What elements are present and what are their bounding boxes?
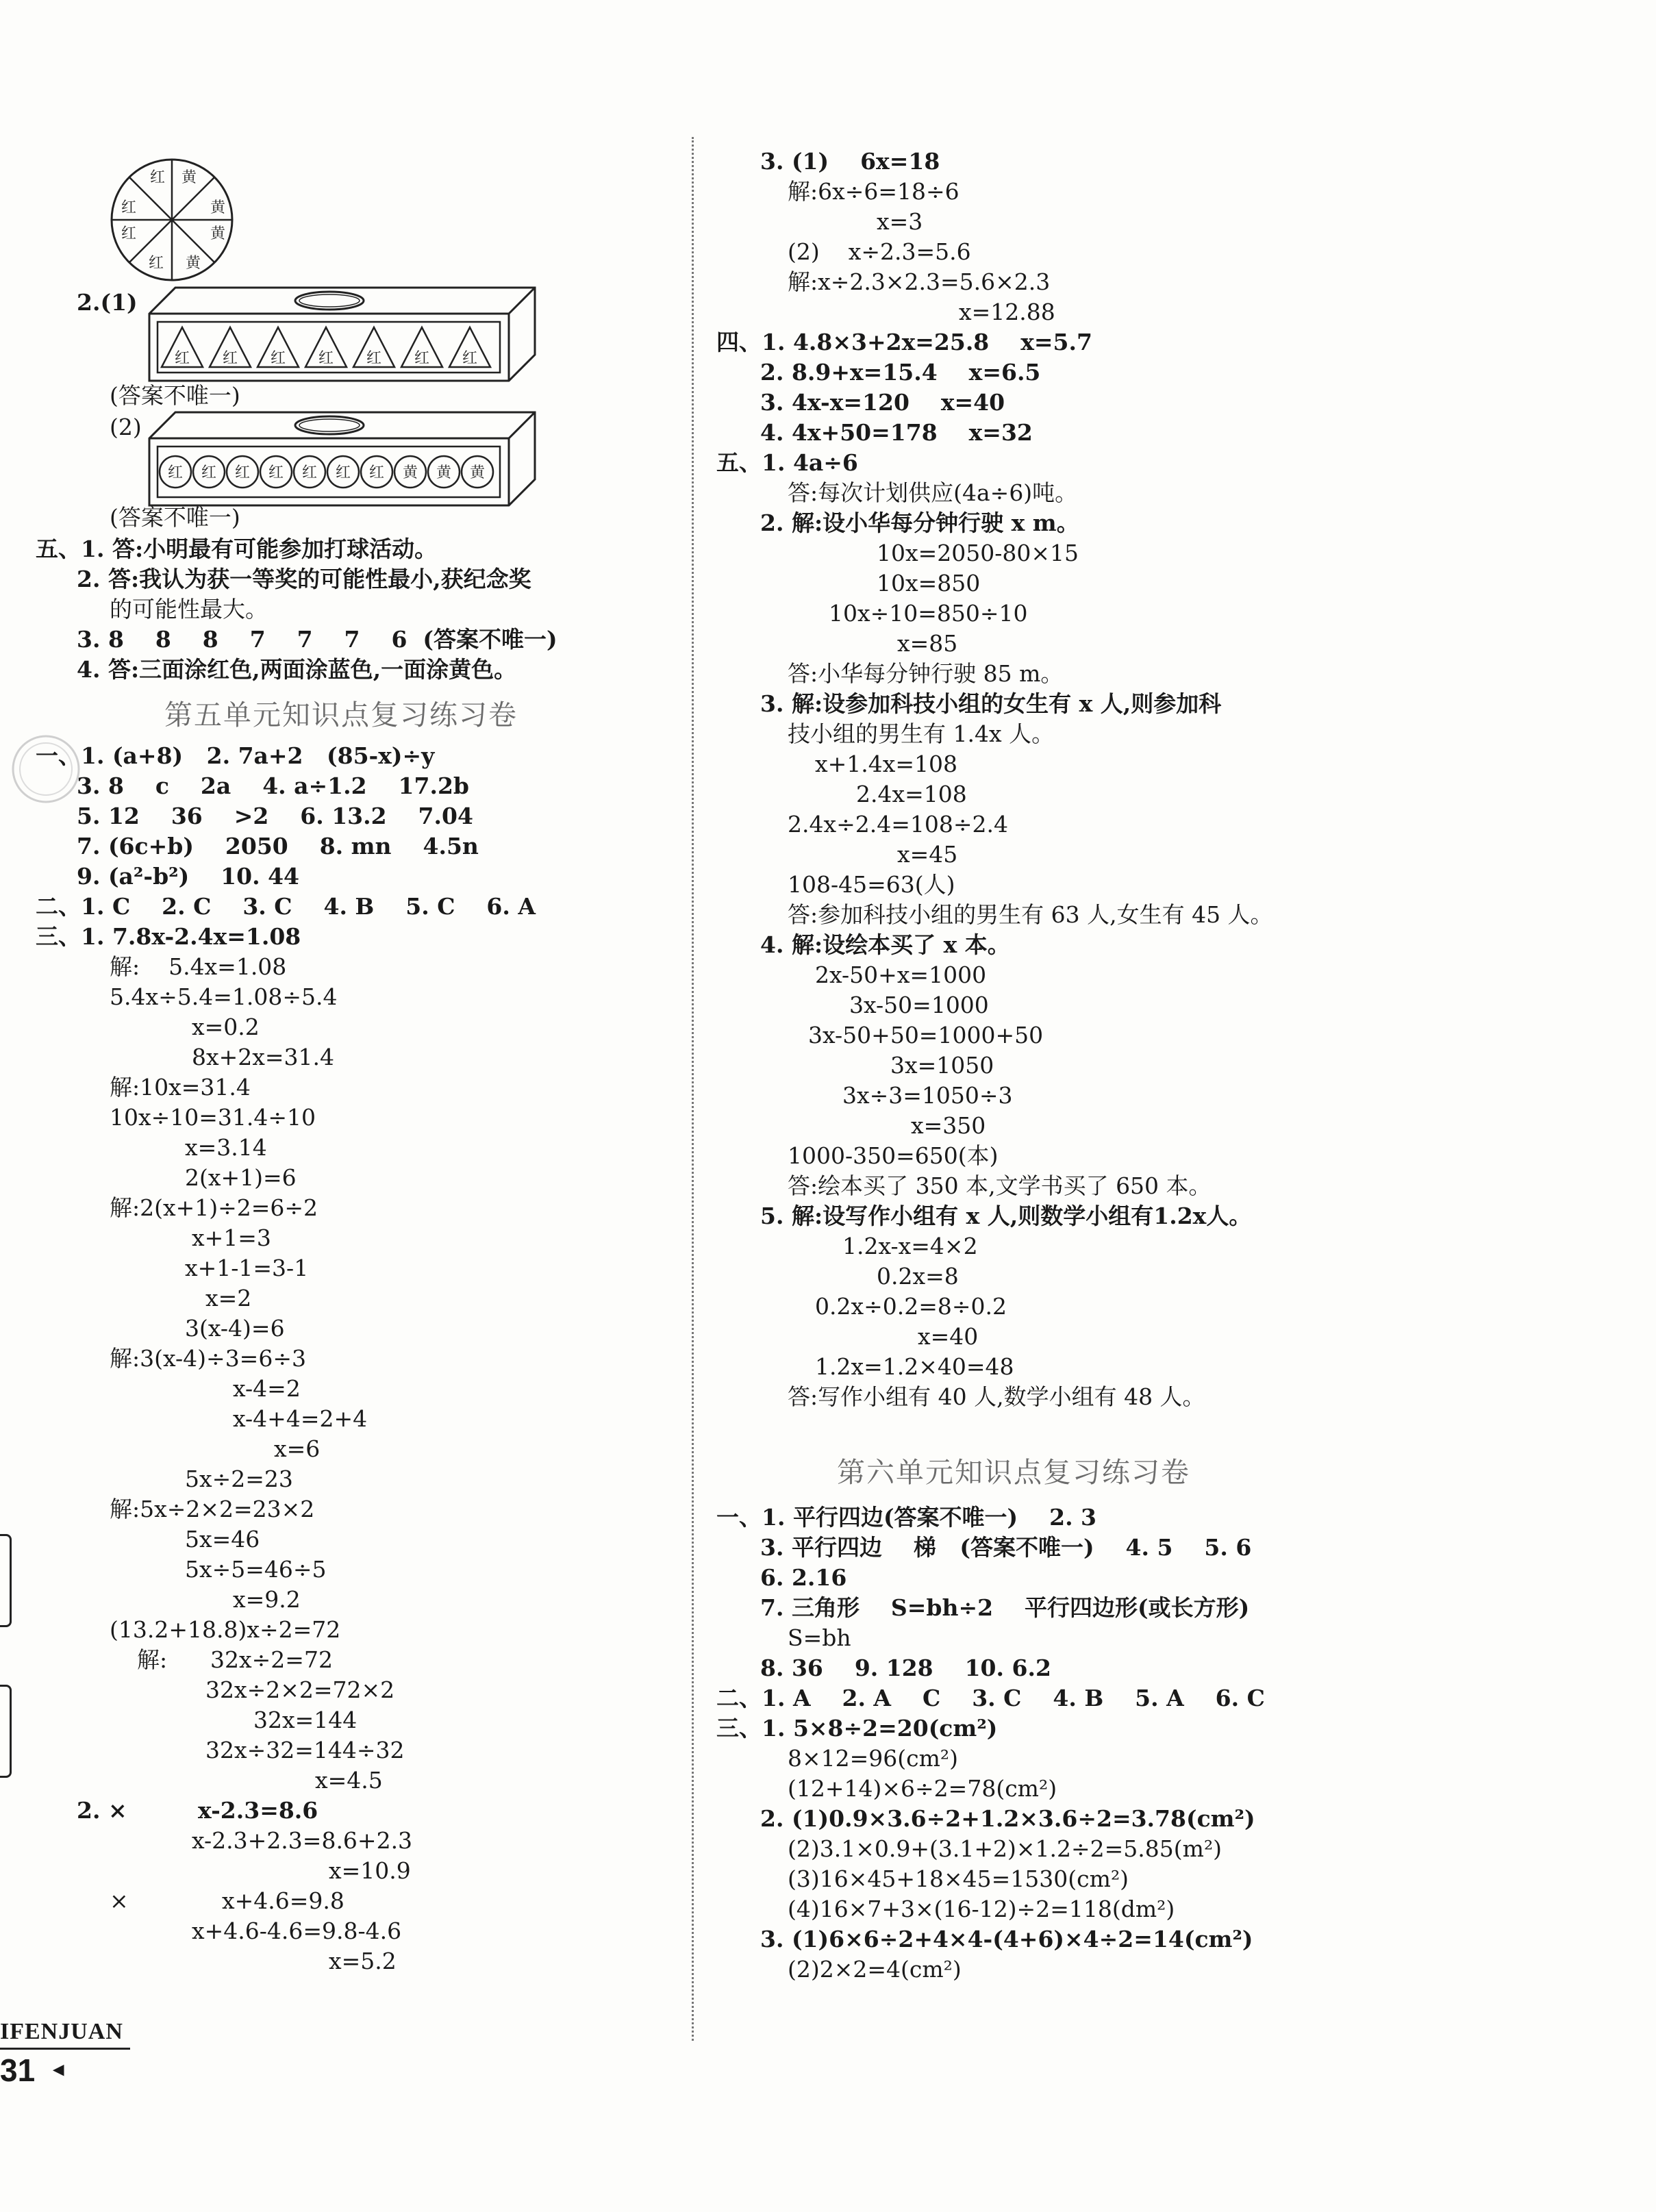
answer-line: 5.4x÷5.4=1.08÷5.4	[110, 983, 338, 1010]
answer-line: 10x÷10=850÷10	[829, 600, 1028, 627]
answer-line: 3. 8 c 2a 4. a÷1.2 17.2b	[77, 772, 469, 799]
answer-line: (2)2×2=4(cm²)	[788, 1956, 962, 1983]
ball-label: 黄	[402, 464, 418, 481]
answer-line: 一、1. (a+8) 2. 7a+2 (85-x)÷y	[36, 742, 435, 769]
answer-line: x=3.14	[185, 1134, 267, 1161]
answer-line: 答:参加科技小组的男生有 63 人,女生有 45 人。	[788, 901, 1273, 928]
answer-line: x=5.2	[329, 1948, 397, 1974]
unit5-title: 第五单元知识点复习练习卷	[164, 699, 518, 731]
answer-line: x=350	[911, 1112, 986, 1139]
edge-mark	[0, 1685, 12, 1778]
answer-line: 8. 36 9. 128 10. 6.2	[760, 1655, 1051, 1681]
answer-line: 5x÷2=23	[185, 1466, 293, 1492]
answer-line: 2(x+1)=6	[185, 1164, 297, 1191]
answer-line: 4. 解:设绘本买了 x 本。	[760, 931, 1010, 958]
answer-line: 0.2x÷0.2=8÷0.2	[815, 1293, 1007, 1320]
answer-line: 9. (a²-b²) 10. 44	[77, 863, 300, 890]
answer-line: x-4+4=2+4	[233, 1405, 368, 1432]
box1-figure	[148, 286, 538, 382]
answer-line: 2.4x=108	[856, 781, 967, 807]
answer-line: 3x-50+50=1000+50	[808, 1022, 1044, 1048]
answer-line: 10x÷10=31.4÷10	[110, 1104, 316, 1131]
answer-line: x=40	[918, 1323, 979, 1350]
answer-line: (12+14)×6÷2=78(cm²)	[788, 1775, 1057, 1802]
answer-line: x-2.3+2.3=8.6+2.3	[192, 1827, 413, 1854]
ball-label: 红	[335, 464, 351, 481]
answer-line: x+1-1=3-1	[185, 1255, 309, 1281]
answer-line: x=9.2	[233, 1586, 301, 1613]
answer-line: 108-45=63(人)	[788, 871, 955, 898]
section5-line: 3. 8 8 8 7 7 7 6 (答案不唯一)	[77, 626, 557, 653]
answer-line: 四、1. 4.8×3+2x=25.8 x=5.7	[716, 329, 1092, 355]
answer-line: 5x=46	[185, 1526, 260, 1553]
answer-line: 解:3(x-4)÷3=6÷3	[110, 1345, 306, 1372]
answer-line: 7. 三角形 S=bh÷2 平行四边形(或长方形)	[760, 1594, 1250, 1621]
spinner-label: 红	[149, 169, 166, 186]
answer-line: 3. 平行四边 梯 (答案不唯一) 4. 5 5. 6	[760, 1534, 1252, 1561]
answer-line: 1.2x-x=4×2	[842, 1233, 978, 1259]
answer-line: 5x÷5=46÷5	[185, 1556, 327, 1583]
triangle-label: 红	[366, 350, 382, 367]
answer-line: 8×12=96(cm²)	[788, 1745, 959, 1772]
spinner-label: 黄	[181, 169, 197, 186]
answer-line: x=3	[877, 208, 923, 235]
left-column	[0, 0, 692, 2212]
answer-line: 3x÷3=1050÷3	[842, 1082, 1013, 1109]
spinner-label: 黄	[210, 225, 226, 242]
section5-line: 五、1. 答:小明最有可能参加打球活动。	[36, 536, 438, 562]
answer-line: x=4.5	[315, 1767, 383, 1794]
ball-label: 红	[368, 464, 385, 481]
answer-line: 2. × x-2.3=8.6	[77, 1797, 318, 1824]
footer-rule	[0, 2048, 130, 2050]
spinner-label: 黄	[210, 199, 226, 216]
answer-line: 解:6x÷6=18÷6	[788, 178, 959, 205]
ball-label: 红	[301, 464, 318, 481]
box2-note: (答案不唯一)	[110, 504, 240, 531]
right-column	[692, 0, 1656, 2212]
answer-line: (4)16×7+3×(16-12)÷2=118(dm²)	[788, 1896, 1175, 1922]
ball-label: 红	[201, 464, 217, 481]
box2-label: (2)	[110, 414, 142, 440]
answer-line: (2) x÷2.3=5.6	[788, 238, 971, 265]
ball-label: 红	[234, 464, 251, 481]
answer-line: x-4=2	[233, 1375, 301, 1402]
answer-line: 2. (1)0.9×3.6÷2+1.2×3.6÷2=3.78(cm²)	[760, 1805, 1255, 1832]
unit6-title: 第六单元知识点复习练习卷	[837, 1456, 1190, 1489]
spinner-label: 红	[121, 199, 137, 216]
answer-line: 10x=2050-80×15	[877, 540, 1079, 566]
answer-line: 6. 2.16	[760, 1564, 847, 1591]
answer-line: 解:x÷2.3×2.3=5.6×2.3	[788, 268, 1051, 295]
answer-line: 答:写作小组有 40 人,数学小组有 48 人。	[788, 1383, 1205, 1410]
answer-line: (13.2+18.8)x÷2=72	[110, 1616, 341, 1643]
answer-line: x=10.9	[329, 1857, 411, 1884]
footer-brand: IFENJUAN	[0, 2019, 123, 2044]
answer-line: 32x÷2×2=72×2	[205, 1676, 395, 1703]
ball-label: 黄	[436, 464, 452, 481]
section5-line: 2. 答:我认为获一等奖的可能性最小,获纪念奖	[77, 566, 531, 592]
box1-note: (答案不唯一)	[110, 382, 240, 409]
triangle-label: 红	[414, 350, 430, 367]
answer-line: 解: 5.4x=1.08	[110, 953, 287, 980]
triangle-label: 红	[318, 350, 334, 367]
answer-line: x+1.4x=108	[815, 751, 957, 777]
box1-label: 2.(1)	[77, 289, 138, 316]
answer-line: x+1=3	[192, 1224, 271, 1251]
answer-line: 3. (1)6×6÷2+4×4-(4+6)×4÷2=14(cm²)	[760, 1926, 1253, 1952]
answer-line: 1.2x=1.2×40=48	[815, 1353, 1014, 1380]
answer-line: x=45	[897, 841, 958, 868]
answer-line: 32x=144	[253, 1707, 357, 1733]
answer-line: 五、1. 4a÷6	[716, 449, 858, 476]
edge-mark	[0, 1534, 12, 1627]
answer-line: 答:绘本买了 350 本,文学书买了 650 本。	[788, 1172, 1212, 1199]
answer-line: 解:5x÷2×2=23×2	[110, 1496, 315, 1522]
answer-line: x=2	[205, 1285, 252, 1311]
answer-line: 答:每次计划供应(4a÷6)吨。	[788, 479, 1078, 506]
answer-line: 2. 解:设小华每分钟行驶 x m。	[760, 510, 1079, 536]
triangle-label: 红	[270, 350, 286, 367]
answer-line: 解:10x=31.4	[110, 1074, 251, 1101]
answer-line: 二、1. C 2. C 3. C 4. B 5. C 6. A	[36, 893, 536, 920]
answer-line: 三、1. 5×8÷2=20(cm²)	[716, 1715, 998, 1742]
answer-line: 32x÷32=144÷32	[205, 1737, 405, 1763]
answer-line: 8x+2x=31.4	[192, 1044, 334, 1070]
spinner-label: 黄	[185, 255, 201, 272]
answer-line: x=0.2	[192, 1014, 260, 1040]
ball-label: 红	[268, 464, 284, 481]
spinner-wheel	[108, 156, 236, 284]
page-number: 31	[0, 2052, 36, 2088]
answer-line: 2.4x÷2.4=108÷2.4	[788, 811, 1008, 838]
answer-line: 10x=850	[877, 570, 981, 596]
page-arrow-icon: ◂	[53, 2058, 64, 2081]
answer-line: 4. 4x+50=178 x=32	[760, 419, 1033, 446]
answer-line: 3. 解:设参加科技小组的女生有 x 人,则参加科	[760, 690, 1222, 717]
answer-line: 2x-50+x=1000	[815, 962, 987, 988]
answer-line: 5. 解:设写作小组有 x 人,则数学小组有1.2x人。	[760, 1203, 1252, 1229]
answer-line: S=bh	[788, 1624, 851, 1651]
answer-line: 三、1. 7.8x-2.4x=1.08	[36, 923, 301, 950]
section5-line: 4. 答:三面涂红色,两面涂蓝色,一面涂黄色。	[77, 656, 517, 683]
ball-label: 黄	[469, 464, 486, 481]
answer-line: 2. 8.9+x=15.4 x=6.5	[760, 359, 1041, 386]
answer-line: x+4.6-4.6=9.8-4.6	[192, 1918, 402, 1944]
answer-line: 技小组的男生有 1.4x 人。	[788, 720, 1055, 747]
answer-line: x=85	[897, 630, 958, 657]
answer-line: 3x-50=1000	[849, 992, 989, 1018]
answer-line: 3. 4x-x=120 x=40	[760, 389, 1005, 416]
answer-line: 5. 12 36 >2 6. 13.2 7.04	[77, 803, 473, 829]
answer-line: (3)16×45+18×45=1530(cm²)	[788, 1865, 1129, 1892]
answer-line: 0.2x=8	[877, 1263, 959, 1290]
answer-line: 3. (1) 6x=18	[760, 148, 940, 175]
answer-line: 3(x-4)=6	[185, 1315, 285, 1342]
triangle-label: 红	[174, 350, 190, 367]
answer-line: 3x=1050	[890, 1052, 994, 1079]
answer-line: × x+4.6=9.8	[110, 1887, 344, 1914]
answer-line: 一、1. 平行四边(答案不唯一) 2. 3	[716, 1504, 1097, 1531]
ball-label: 红	[167, 464, 184, 481]
answer-line: 1000-350=650(本)	[788, 1142, 999, 1169]
box2-figure	[148, 411, 538, 507]
section5-line: 的可能性最大。	[110, 596, 268, 623]
triangle-label: 红	[222, 350, 238, 367]
answer-line: x=6	[274, 1435, 321, 1462]
triangle-label: 红	[462, 350, 478, 367]
answer-line: 二、1. A 2. A C 3. C 4. B 5. A 6. C	[716, 1685, 1265, 1711]
answer-line: (2)3.1×0.9+(3.1+2)×1.2÷2=5.85(m²)	[788, 1835, 1222, 1862]
answer-line: 解: 32x÷2=72	[137, 1646, 333, 1673]
answer-line: 答:小华每分钟行驶 85 m。	[788, 660, 1064, 687]
spinner-label: 红	[121, 225, 137, 242]
answer-line: x=12.88	[959, 299, 1055, 325]
answer-line: 解:2(x+1)÷2=6÷2	[110, 1194, 318, 1221]
spinner-label: 红	[148, 255, 164, 272]
answer-line: 7. (6c+b) 2050 8. mn 4.5n	[77, 833, 479, 859]
